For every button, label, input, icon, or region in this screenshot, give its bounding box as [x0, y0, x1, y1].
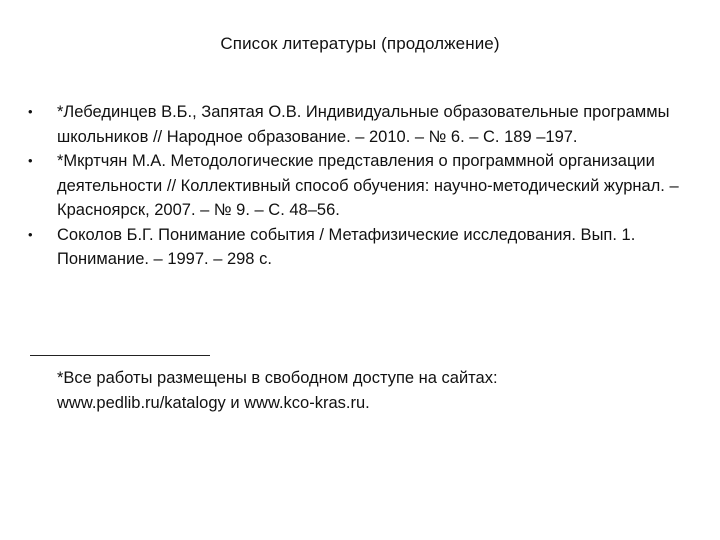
- footnote-divider: [30, 355, 210, 356]
- reference-item: [28, 223, 696, 272]
- bullet-icon: •: [28, 226, 33, 242]
- reference-text: *Мкртчян М.А. Методологические представления о программной организации деятельности // Коллективный способ обучения: научно-методический журнал. – Красноярск, 2007. – № 9. – С. 48–56.: [57, 152, 679, 219]
- reference-item: [28, 100, 696, 149]
- reference-text: *Лебединцев В.Б., Запятая О.В. Индивидуальные образовательные программы школьников // Народное образование. – 2010. – № 6. – С. 189 –197.: [57, 103, 670, 146]
- page-title: Список литературы (продолжение): [220, 34, 500, 53]
- bullet-icon: •: [28, 153, 33, 168]
- footnote: [57, 366, 677, 415]
- footnote-line-2: www.pedlib.ru/katalogy и www.kco-kras.ru.: [57, 393, 370, 412]
- reference-item: [28, 149, 696, 223]
- bullet-icon: •: [28, 104, 33, 119]
- reference-list: [28, 100, 696, 272]
- reference-text: Соколов Б.Г. Понимание события / Метафизические исследования. Вып. 1. Понимание. – 1997. – 298 с.: [57, 225, 636, 268]
- footnote-line-1: *Все работы размещены в свободном доступе на сайтах:: [57, 369, 498, 387]
